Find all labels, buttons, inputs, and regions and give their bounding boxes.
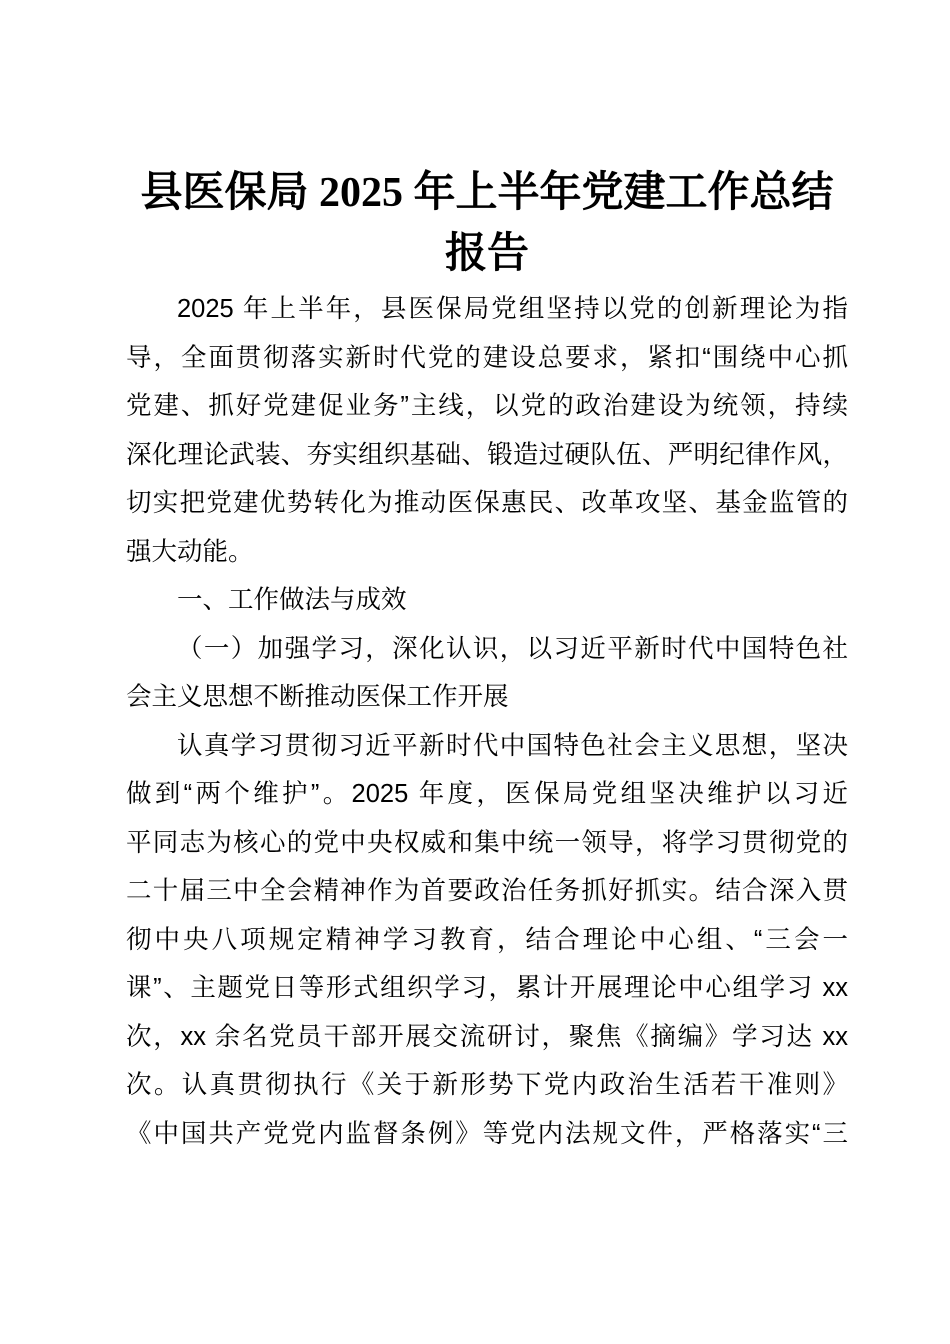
document-title [126, 0, 848, 285]
paragraph-2-line: 平同志为核心的党中央权威和集中统一领导，将学习贯彻党的 [126, 828, 848, 857]
paragraph-2-line: 二十届三中全会精神作为首要政治任务抓好抓实。结合深入贯 [126, 877, 848, 905]
paragraph-1-line: 强大动能。 [126, 537, 254, 566]
paragraph-2-line: 《中国共产党党内监督条例》等党内法规文件，严格落实“三 [126, 1119, 848, 1148]
paragraph-1-line: 2025 年上半年，县医保局党组坚持以党的创新理论为指 [177, 295, 848, 323]
paragraph-1-line: 深化理论武装、夯实组织基础、锻造过硬队伍、严明纪律作风， [126, 440, 848, 469]
paragraph-1-line: 党建、抓好党建促业务”主线，以党的政治建设为统领，持续 [126, 392, 848, 420]
paragraph-2-line: 次。认真贯彻执行《关于新形势下党内政治生活若干准则》 [126, 1071, 848, 1099]
paragraph-2-line: 认真学习贯彻习近平新时代中国特色社会主义思想，坚决 [177, 731, 848, 760]
section-heading-2-line: （一）加强学习，深化认识，以习近平新时代中国特色社 [177, 634, 848, 663]
paragraph-2-line: 课”、主题党日等形式组织学习，累计开展理论中心组学习 xx [126, 974, 848, 1002]
document-body [126, 285, 848, 1158]
section-heading-2-line: 会主义思想不断推动医保工作开展 [126, 683, 509, 711]
paragraph-2-line: 彻中央八项规定精神学习教育，结合理论中心组、“三会一 [126, 925, 848, 954]
document-content [126, 0, 848, 1158]
section-heading-1: 一、工作做法与成效 [177, 586, 407, 614]
paragraph-1-line: 切实把党建优势转化为推动医保惠民、改革攻坚、基金监管的 [126, 489, 848, 517]
paragraph-2-line: 次，xx 余名党员干部开展交流研讨，聚焦《摘编》学习达 xx [126, 1022, 848, 1051]
title-line-1: 县医保局 2025 年上半年党建工作总结 [140, 170, 834, 216]
paragraph-1-line: 导，全面贯彻落实新时代党的建设总要求，紧扣“围绕中心抓 [126, 343, 848, 372]
title-line-2: 报告 [444, 231, 529, 277]
paragraph-2-line: 做到“两个维护”。2025 年度，医保局党组坚决维护以习近 [126, 780, 848, 808]
